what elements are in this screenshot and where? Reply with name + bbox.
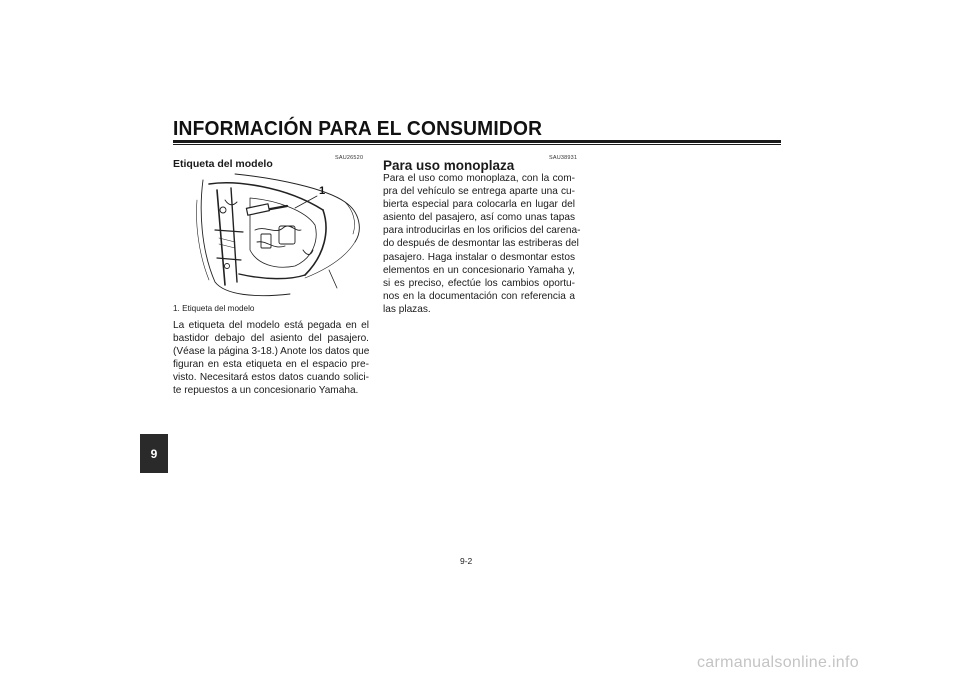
page-title: INFORMACIÓN PARA EL CONSUMIDOR [173, 118, 543, 140]
body-line: Para el uso como monoplaza, con la com- [383, 173, 575, 184]
body-line: visto. Necesitará estos datos cuando solici- [173, 372, 369, 384]
title-rule-thin [173, 144, 781, 145]
section-code-left: SAU26520 [335, 155, 364, 161]
body-line: para introducirlas en los orificios del carena- [383, 225, 581, 237]
body-line: si es preciso, efectúe los cambios oportu- [383, 277, 575, 289]
body-line: La etiqueta del modelo está pegada en el [173, 320, 369, 331]
model-label-illustration [195, 170, 372, 300]
body-text-right [383, 172, 581, 316]
body-text-left [173, 319, 369, 398]
body-line: do después de desmontar las estriberas del [383, 238, 579, 250]
body-line: pasajero. Haga instalar o desmontar estos [383, 251, 575, 263]
body-line: las plazas. [383, 303, 431, 315]
page-number: 9-2 [460, 556, 473, 566]
body-line: bastidor debajo del asiento del pasajero. [173, 333, 369, 345]
body-line: figuran en esta etiqueta en el espacio pre- [173, 359, 369, 371]
figure-caption: 1. Etiqueta del modelo [173, 304, 255, 313]
section-heading-right: Para uso monoplaza [383, 158, 515, 173]
body-line: pra del vehículo se entrega aparte una cu- [383, 186, 575, 198]
body-line: asiento del pasajero, así como unas tapas [383, 212, 575, 224]
title-rule [173, 140, 781, 143]
body-line: (Véase la página 3-18.) Anote los datos que [173, 346, 370, 358]
chapter-tab[interactable]: 9 [140, 434, 168, 473]
section-code-right: SAU38931 [549, 155, 578, 161]
figure-callout-number: 1 [319, 185, 326, 197]
section-heading-left: Etiqueta del modelo [173, 158, 273, 170]
body-line: elementos en un concesionario Yamaha y, [383, 264, 575, 276]
motorcycle-frame-drawing [195, 170, 372, 300]
body-line: te repuestos a un concesionario Yamaha. [173, 385, 359, 397]
body-line: nos en la documentación con referencia a [383, 290, 575, 302]
body-line: bierta especial para colocarla en lugar del [383, 199, 575, 211]
watermark[interactable]: carmanualsonline.info [697, 654, 859, 671]
